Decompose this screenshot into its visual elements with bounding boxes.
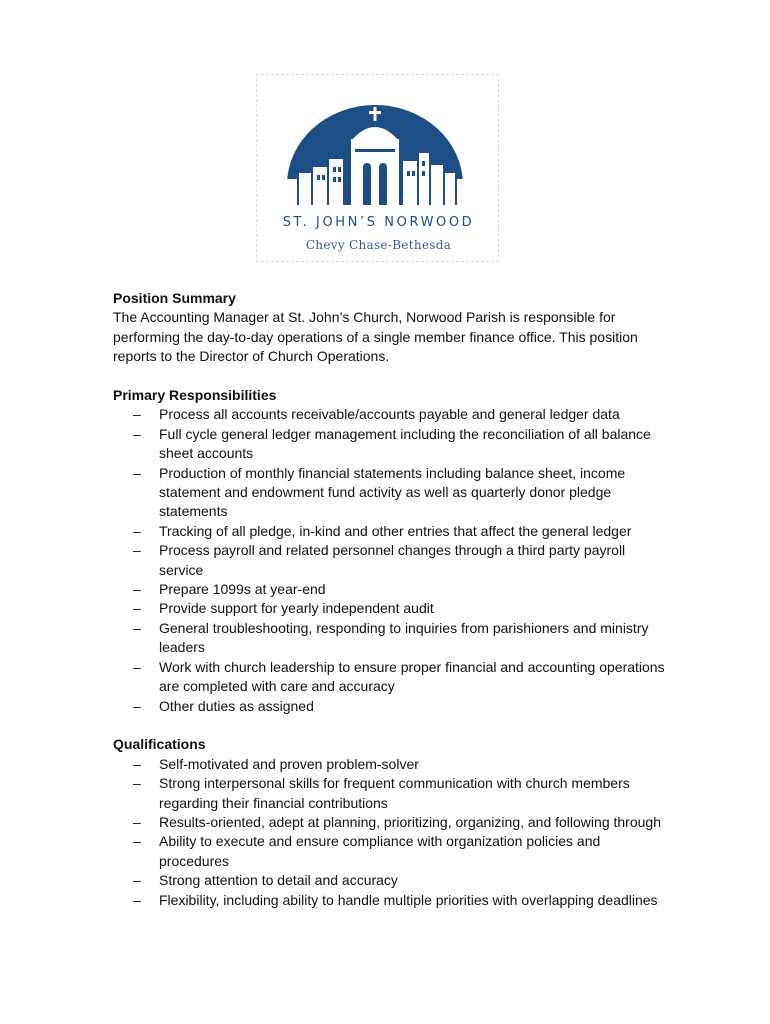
dash-bullet: –	[133, 833, 141, 850]
qualifications-heading: Qualifications	[113, 736, 206, 753]
list-item	[113, 425, 673, 464]
list-item-text: Flexibility, including ability to handle multiple priorities with overlapping deadlines	[159, 891, 658, 908]
dash-bullet: –	[133, 581, 141, 598]
list-item-text: Ability to execute and ensure compliance with organization policies and procedures	[159, 833, 601, 869]
list-item	[113, 619, 673, 658]
list-item-text: Production of monthly financial statements including balance sheet, income statement and endowment fund activity as well as quarterly donor pledge statements	[159, 464, 626, 520]
list-item-text: Process all accounts receivable/accounts payable and general ledger data	[159, 406, 620, 423]
list-item	[113, 697, 673, 716]
qualifications-list	[113, 755, 673, 910]
list-item	[113, 405, 673, 424]
document-body	[113, 289, 673, 910]
dash-bullet: –	[133, 542, 141, 559]
logo-wordmark: ST. JOHN’S NORWOOD	[282, 215, 475, 230]
dash-bullet: –	[133, 872, 141, 889]
list-item-text: Tracking of all pledge, in-kind and other entries that affect the general ledger	[159, 522, 632, 539]
list-item	[113, 464, 673, 522]
list-item	[113, 832, 673, 871]
list-item-text: Strong attention to detail and accuracy	[159, 872, 398, 889]
responsibilities-heading: Primary Responsibilities	[113, 387, 277, 404]
church-skyline-icon	[285, 105, 465, 205]
church-logo	[256, 74, 499, 262]
dash-bullet: –	[133, 891, 141, 908]
logo-subtitle: Chevy Chase-Bethesda	[305, 238, 452, 252]
dash-bullet: –	[133, 464, 141, 481]
position-summary-text: The Accounting Manager at St. John’s Church, Norwood Parish is responsible for performing the day-to-day operations of a single member finance office. This position reports to the Director of Church Operations.	[113, 309, 638, 365]
list-item-text: Work with church leadership to ensure proper financial and accounting operations are completed with care and accuracy	[159, 658, 665, 695]
list-item-text: Prepare 1099s at year-end	[159, 581, 326, 598]
list-item	[113, 522, 673, 541]
list-item	[113, 755, 673, 774]
dash-bullet: –	[133, 775, 141, 792]
list-item-text: General troubleshooting, responding to inquiries from parishioners and ministry leaders	[159, 619, 649, 656]
list-item	[113, 813, 673, 832]
responsibilities-list	[113, 405, 673, 716]
list-item	[113, 871, 673, 890]
list-item-text: Strong interpersonal skills for frequent communication with church members regarding their financial contributions	[159, 775, 630, 811]
section-spacer	[113, 367, 673, 386]
dash-bullet: –	[133, 600, 141, 617]
dash-bullet: –	[133, 619, 141, 636]
list-item	[113, 580, 673, 599]
dash-bullet: –	[133, 755, 141, 772]
list-item	[113, 891, 673, 910]
section-spacer	[113, 716, 673, 735]
list-item	[113, 774, 673, 813]
dash-bullet: –	[133, 658, 141, 675]
dash-bullet: –	[133, 813, 141, 830]
dash-bullet: –	[133, 406, 141, 423]
dash-bullet: –	[133, 522, 141, 539]
dash-bullet: –	[133, 425, 141, 442]
list-item-text: Results-oriented, adept at planning, prioritizing, organizing, and following through	[159, 813, 661, 830]
list-item-text: Provide support for yearly independent audit	[159, 600, 434, 617]
dash-bullet: –	[133, 697, 141, 714]
list-item	[113, 541, 673, 580]
list-item-text: Full cycle general ledger management including the reconciliation of all balance sheet accounts	[159, 425, 651, 462]
list-item	[113, 599, 673, 618]
list-item-text: Self-motivated and proven problem-solver	[159, 755, 419, 772]
position-summary-heading: Position Summary	[113, 290, 236, 306]
list-item	[113, 658, 673, 697]
list-item-text: Other duties as assigned	[159, 697, 314, 714]
list-item-text: Process payroll and related personnel changes through a third party payroll service	[159, 542, 626, 578]
